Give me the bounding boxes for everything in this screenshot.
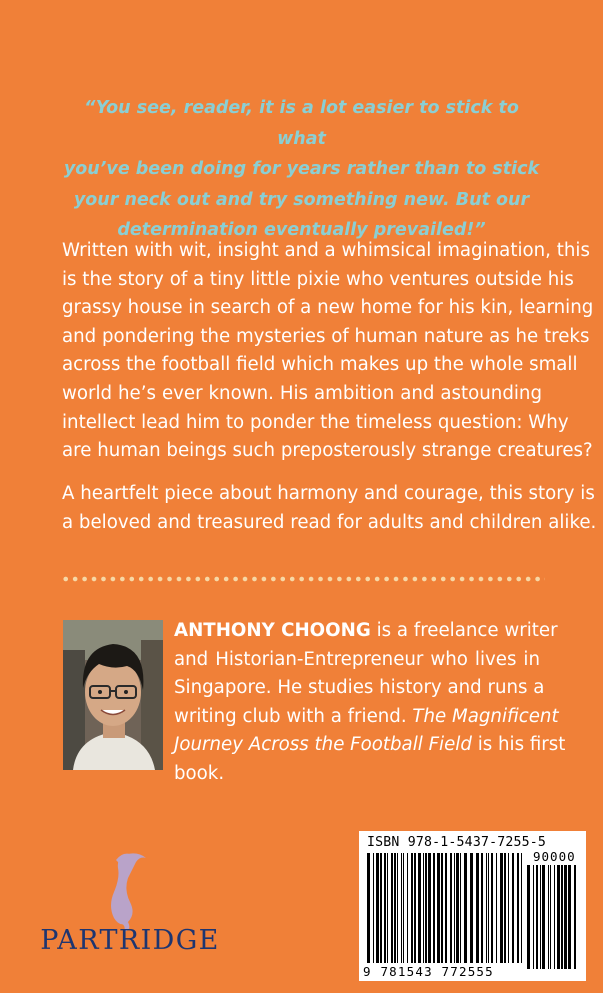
- bio-line: book.: [174, 762, 225, 784]
- barcode-bar: [456, 853, 459, 963]
- barcode-bar: [454, 853, 455, 963]
- barcode-bar: [557, 865, 560, 969]
- barcode-bar: [401, 853, 402, 963]
- barcode-bar: [542, 865, 545, 969]
- barcode-bar: [548, 865, 549, 969]
- synopsis-line: Written with wit, insight and a whimsical imagination, this: [62, 240, 590, 261]
- barcode-bar: [437, 853, 440, 963]
- barcode-bar: [387, 853, 388, 963]
- barcode-bar: [414, 853, 416, 963]
- barcode-bar: [433, 853, 435, 963]
- bio-line: writing club with a friend. The Magnificent: [174, 705, 559, 727]
- barcode-bar: [397, 853, 398, 963]
- barcode-bar: [464, 853, 467, 963]
- addon-barcode-bars: [527, 865, 577, 969]
- barcode-bar: [376, 853, 379, 963]
- barcode-bar: [486, 853, 487, 963]
- barcode-bar: [380, 853, 382, 963]
- barcode-bar: [561, 865, 563, 969]
- book-title: The Magnificent: [412, 705, 559, 727]
- barcode-bar: [450, 853, 452, 963]
- barcode-bar: [445, 853, 447, 963]
- ean-digits: 9 781543 772555: [363, 964, 494, 979]
- barcode-bar: [470, 853, 473, 963]
- quote-line: you’ve been doing for years rather than to stick: [63, 159, 540, 179]
- quote-line: your neck out and try something new. But our: [73, 189, 530, 210]
- barcode-bar: [373, 853, 374, 963]
- barcode-bar: [496, 853, 497, 963]
- quote-line: “You see, reader, it is a lot easier to stick to what: [84, 98, 519, 149]
- barcode-bar: [527, 865, 530, 969]
- barcode-bar: [428, 853, 431, 963]
- synopsis-paragraph-2: [62, 480, 597, 537]
- synopsis-line: and pondering the mysteries of human nature as he treks: [62, 325, 590, 347]
- barcode-bar: [411, 853, 413, 963]
- barcode-bar: [425, 853, 427, 963]
- barcode-bar: [564, 865, 567, 969]
- author-photo: [63, 620, 163, 770]
- synopsis-line: across the football field which makes up the whole small: [62, 354, 578, 376]
- barcode-bar: [441, 853, 443, 963]
- barcode-bar: [550, 865, 551, 969]
- synopsis-line: a beloved and treasured read for adults and children alike.: [62, 511, 597, 533]
- isbn-barcode: [359, 831, 586, 981]
- barcode-bar: [517, 853, 519, 963]
- barcode-bar: [394, 853, 396, 963]
- barcode-bar: [512, 853, 514, 963]
- barcode-bar: [491, 853, 493, 963]
- author-portrait-icon: [63, 620, 163, 770]
- addon-digits: 90000: [533, 849, 576, 864]
- barcode-bar: [367, 853, 370, 963]
- barcode-bar: [536, 865, 538, 969]
- barcode-bar: [407, 853, 408, 963]
- pull-quote: [58, 93, 545, 246]
- barcode-bar: [488, 853, 489, 963]
- bio-line: Singapore. He studies history and runs a: [174, 677, 545, 699]
- ean-barcode-bars: [367, 853, 525, 971]
- author-name: ANTHONY CHOONG: [174, 620, 371, 641]
- barcode-bar: [574, 865, 576, 969]
- barcode-bar: [384, 853, 386, 963]
- barcode-bar: [481, 853, 483, 963]
- barcode-bar: [504, 853, 506, 963]
- synopsis-line: A heartfelt piece about harmony and courage, this story is: [62, 483, 595, 504]
- synopsis-paragraph-1: [62, 237, 594, 466]
- barcode-bar: [476, 853, 479, 963]
- bio-line: Journey Across the Football Field is his first: [174, 734, 566, 756]
- barcode-bar: [521, 853, 522, 963]
- barcode-bar: [568, 865, 571, 969]
- barcode-bar: [533, 865, 534, 969]
- synopsis-line: is the story of a tiny little pixie who ventures outside his: [62, 268, 574, 290]
- synopsis-line: grassy house in search of a new home for his kin, learning: [62, 297, 594, 319]
- quote-line: determination eventually prevailed!”: [117, 220, 486, 240]
- isbn-label: ISBN 978-1-5437-7255-5: [367, 835, 547, 850]
- bio-line: ANTHONY CHOONG is a freelance writer: [174, 620, 558, 641]
- barcode-bar: [391, 853, 393, 963]
- synopsis-line: world he’s ever known. His ambition and astounding: [62, 382, 542, 404]
- barcode-bar: [460, 853, 461, 963]
- barcode-bar: [554, 865, 555, 969]
- book-title: Journey Across the Football Field: [174, 734, 472, 756]
- bio-line: and Historian-Entrepreneur who lives in: [174, 648, 540, 670]
- barcode-bar: [403, 853, 404, 963]
- dotted-divider: [61, 574, 545, 584]
- author-bio: [174, 617, 566, 789]
- publisher-name: PARTRIDGE: [40, 925, 220, 956]
- barcode-bar: [540, 865, 541, 969]
- barcode-bar: [508, 853, 509, 963]
- synopsis-line: are human beings such preposterously strange creatures?: [62, 440, 593, 462]
- barcode-bar: [423, 853, 424, 963]
- synopsis-line: intellect lead him to ponder the timeless question: Why: [62, 411, 569, 433]
- barcode-bar: [418, 853, 421, 963]
- barcode-bar: [500, 853, 503, 963]
